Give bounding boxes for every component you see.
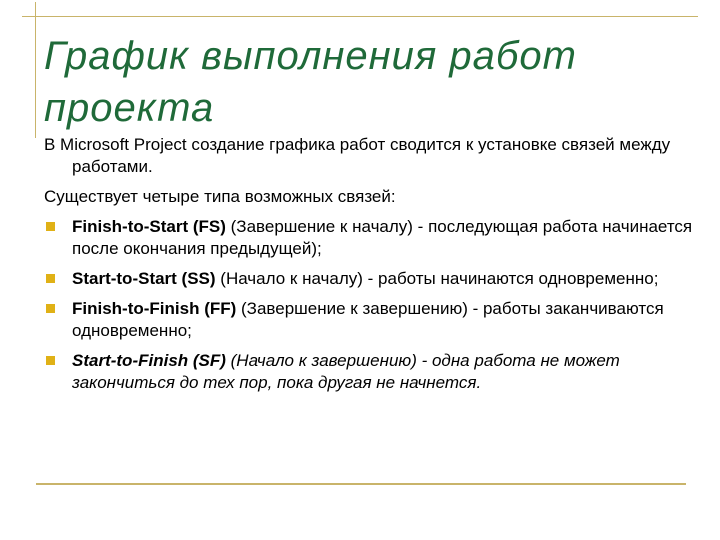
square-bullet-icon (46, 356, 55, 365)
top-divider (22, 16, 698, 17)
list-item-finish-to-finish (44, 298, 694, 342)
lead-paragraph: Существует четыре типа возможных связей: (44, 187, 396, 206)
left-divider (35, 2, 36, 138)
slide-body (44, 134, 694, 402)
list-item-finish-to-start (44, 216, 694, 260)
link-type-description: (Начало к началу) - работы начинаются одновременно; (215, 269, 659, 288)
square-bullet-icon (46, 274, 55, 283)
slide-title: График выполнения работ проекта (44, 34, 577, 130)
list-item-start-to-finish (44, 350, 694, 394)
bottom-divider (36, 483, 686, 485)
link-type-term: Finish-to-Start (FS) (72, 217, 226, 236)
square-bullet-icon (46, 304, 55, 313)
link-type-term: Start-to-Start (SS) (72, 269, 216, 288)
intro-paragraph: В Microsoft Project создание графика работ сводится к установке связей между работами. (44, 135, 671, 176)
link-type-term: Finish-to-Finish (FF) (72, 299, 237, 318)
link-type-description: (Завершение к началу) - последующая работа начинается после окончания предыдущей); (72, 217, 693, 258)
list-item-start-to-start (44, 268, 694, 290)
square-bullet-icon (46, 222, 55, 231)
link-type-description: (Начало к завершению) - одна работа не может закончиться до тех пор, пока другая не начнется. (72, 351, 620, 392)
link-type-description: (Завершение к завершению) - работы заканчиваются одновременно; (72, 299, 664, 340)
link-type-term: Start-to-Finish (SF) (72, 351, 226, 370)
